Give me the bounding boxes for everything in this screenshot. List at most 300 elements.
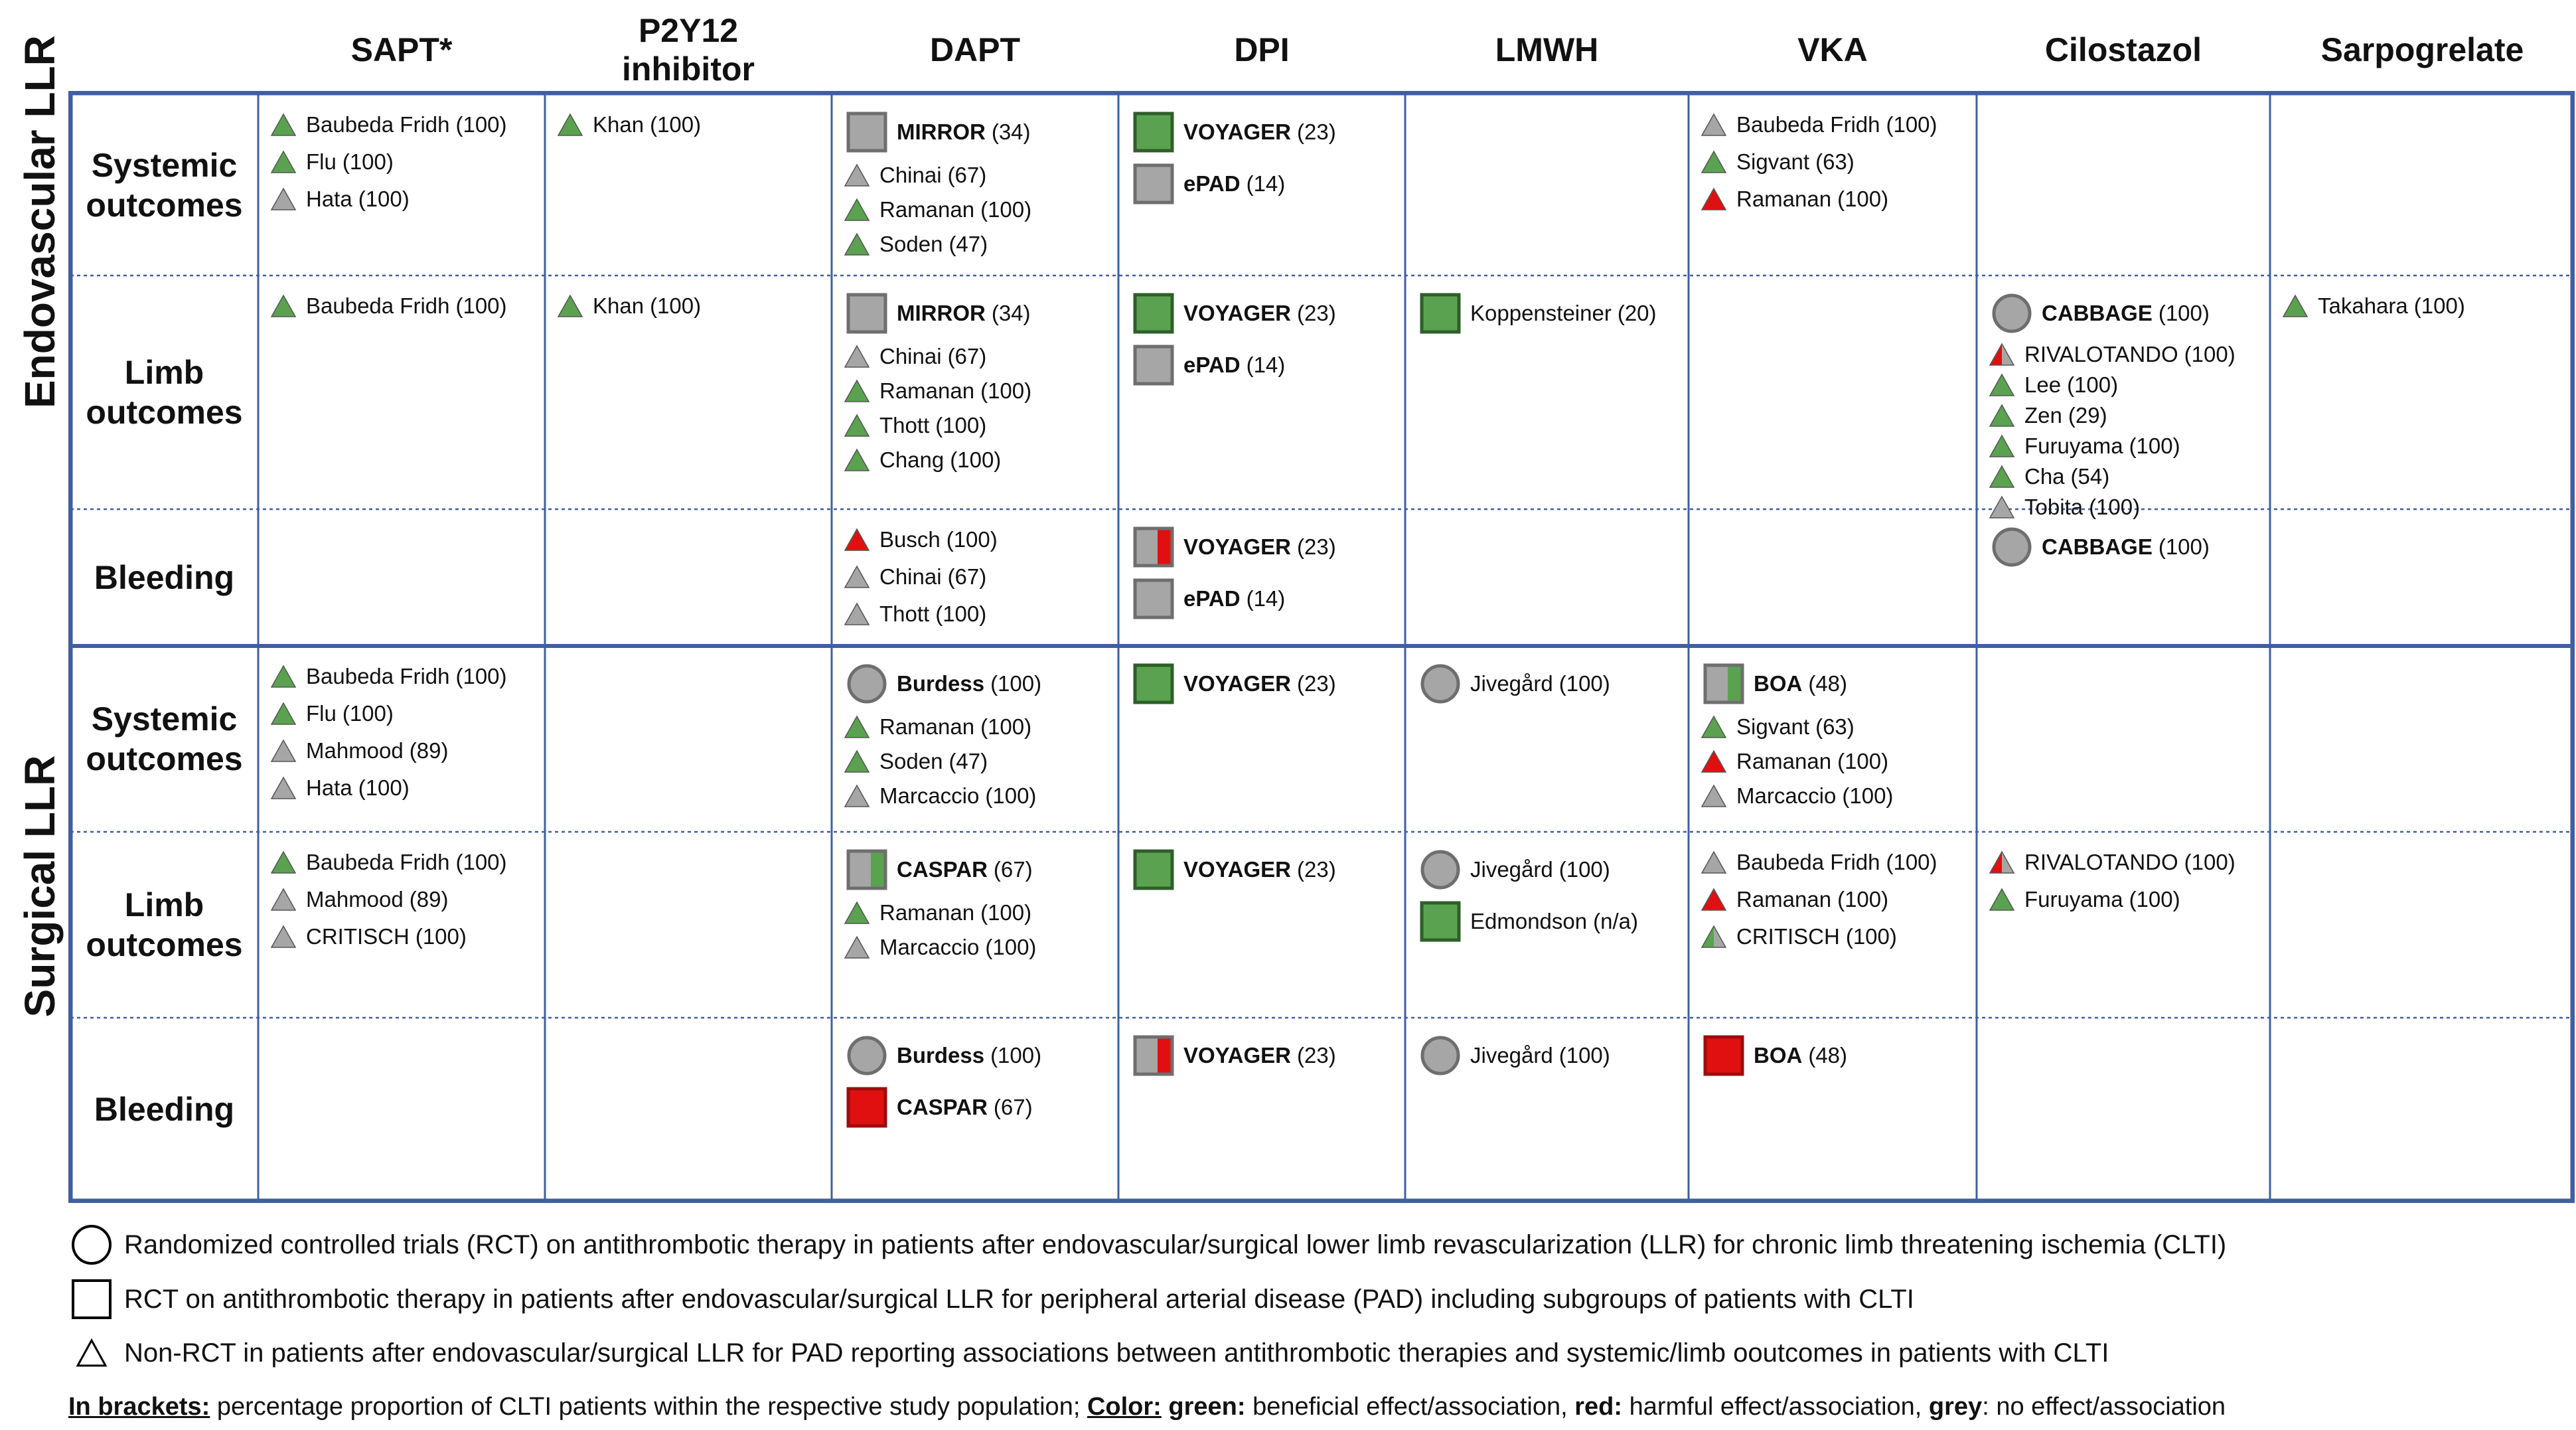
- study-entry: [1133, 573, 1285, 625]
- study-entry: [846, 844, 1033, 896]
- legend-non-rct: [68, 1331, 2109, 1375]
- study-name: Marcaccio: [1736, 783, 1837, 808]
- study-percent: (100): [455, 664, 507, 688]
- study-name: CRITISCH: [1736, 924, 1840, 949]
- triangle-icon: [557, 294, 583, 318]
- study-name: Hata: [306, 187, 352, 211]
- note-grey-text: : no effect/association: [1982, 1393, 2226, 1421]
- square-icon: [1133, 112, 1174, 153]
- square-icon: [1133, 293, 1174, 334]
- study-name: Lee: [2024, 372, 2062, 397]
- triangle-icon: [844, 935, 870, 959]
- study-entry: [1133, 844, 1336, 896]
- matrix-cell: [832, 276, 1118, 509]
- study-entry: [1991, 287, 2210, 339]
- triangle-icon: [270, 113, 297, 137]
- study-percent: (89): [409, 887, 449, 912]
- square-icon: [1420, 901, 1461, 942]
- study-entry: [1701, 844, 1937, 881]
- study-name: VOYAGER: [1183, 301, 1292, 325]
- study-name: Baubeda Fridh: [306, 850, 450, 874]
- study-entry: [844, 558, 986, 596]
- study-name: Ramanan: [879, 378, 975, 403]
- triangle-icon: [2282, 294, 2309, 318]
- study-name: Busch: [879, 527, 941, 552]
- study-percent: (23): [1297, 301, 1336, 325]
- study-name: RIVALOTANDO: [2024, 850, 2178, 874]
- study-name: Tobita: [2024, 495, 2084, 519]
- matrix-cell: [1118, 646, 1405, 832]
- study-name: Soden: [879, 749, 943, 773]
- study-percent: (100): [358, 187, 410, 211]
- study-name: Jivegård: [1470, 1043, 1553, 1068]
- triangle-icon: [1701, 850, 1727, 874]
- column-header: SAPT*: [350, 31, 453, 68]
- study-name: Jivegård: [1470, 671, 1553, 696]
- matrix-cell: [1689, 1018, 1977, 1200]
- study-name: Koppensteiner: [1470, 301, 1612, 325]
- legend-rct-pad: [68, 1276, 1914, 1322]
- circle-icon: [68, 1224, 115, 1266]
- study-percent: (100): [650, 293, 702, 318]
- study-entry: [1989, 431, 2180, 461]
- study-entry: [1701, 106, 1937, 143]
- circle-icon: [1991, 526, 2032, 568]
- study-name: Burdess: [897, 1043, 985, 1068]
- triangle-icon: [1701, 187, 1727, 211]
- study-percent: (100): [1845, 924, 1897, 949]
- study-name: Jivegård: [1470, 857, 1553, 882]
- triangle-icon: [844, 414, 870, 437]
- matrix-cell: [1405, 1018, 1689, 1200]
- study-entry: [1703, 1030, 1847, 1081]
- study-percent: (100): [2184, 850, 2235, 874]
- matrix-cell: [1977, 832, 2270, 1018]
- study-percent: (100): [980, 714, 1032, 739]
- study-percent: (14): [1246, 171, 1286, 196]
- study-entry: [846, 1030, 1041, 1081]
- column-header: Sarpogrelate: [2320, 31, 2524, 68]
- study-percent: (23): [1297, 119, 1336, 144]
- triangle-icon: [1701, 784, 1727, 808]
- study-name: Baubeda Fridh: [306, 664, 450, 688]
- note-brackets-text: percentage proportion of CLTI patients within the respective study population;: [210, 1393, 1087, 1421]
- note-color-label: Color:: [1087, 1393, 1162, 1421]
- matrix-cell: [832, 509, 1118, 646]
- study-name: Chinai: [879, 163, 942, 187]
- group-label-surgical: Surgical LLR: [16, 755, 64, 1018]
- study-name: Marcaccio: [879, 935, 980, 959]
- study-percent: (29): [2068, 403, 2107, 428]
- triangle-icon: [1989, 404, 2015, 428]
- study-percent: (100): [935, 413, 987, 437]
- square-icon: [68, 1278, 115, 1320]
- square-icon: [1133, 663, 1174, 704]
- matrix-cell: [832, 1018, 1118, 1200]
- study-name: Baubeda Fridh: [1736, 850, 1880, 874]
- study-entry: [270, 881, 448, 918]
- row-label: Limb outcomes: [86, 886, 243, 963]
- row-label: Limb outcomes: [86, 354, 243, 431]
- study-entry: [557, 106, 701, 143]
- study-name: VOYAGER: [1183, 671, 1292, 696]
- study-name: Chinai: [879, 564, 942, 589]
- study-name: Chang: [879, 447, 945, 472]
- study-entry: [557, 287, 701, 325]
- study-entry: [1420, 1030, 1610, 1081]
- study-name: Flu: [306, 701, 337, 726]
- study-name: Flu: [306, 149, 337, 174]
- triangle-icon: [68, 1338, 115, 1368]
- study-percent: (48): [1808, 1043, 1848, 1068]
- study-percent: (48): [1808, 671, 1848, 696]
- study-name: Baubeda Fridh: [306, 112, 450, 137]
- study-name: Takahara: [2318, 293, 2408, 318]
- study-name: Ramanan: [1736, 749, 1832, 773]
- study-entry: [1420, 658, 1610, 710]
- study-percent: (67): [947, 163, 987, 187]
- matrix-cell: [1405, 276, 1689, 509]
- study-entry: [1420, 844, 1610, 896]
- study-name: Baubeda Fridh: [306, 293, 450, 318]
- legend-note: [68, 1393, 2226, 1421]
- study-percent: (67): [947, 564, 987, 589]
- study-name: Mahmood: [306, 887, 404, 912]
- study-percent: (100): [950, 447, 1002, 472]
- study-percent: (100): [1837, 887, 1889, 912]
- study-percent: (100): [990, 1043, 1042, 1068]
- study-entry: [844, 443, 1001, 477]
- triangle-icon: [844, 198, 870, 222]
- triangle-icon: [1701, 715, 1727, 739]
- triangle-icon: [270, 294, 297, 318]
- study-name: BOA: [1754, 1043, 1803, 1068]
- circle-icon: [1420, 663, 1461, 704]
- study-name: Ramanan: [879, 900, 975, 925]
- circle-icon: [846, 1035, 887, 1076]
- column-header: DPI: [1234, 31, 1290, 68]
- matrix-cell: [258, 646, 545, 832]
- study-entry: [270, 287, 507, 325]
- triangle-icon: [844, 345, 870, 368]
- triangle-icon: [844, 232, 870, 256]
- study-entry: [844, 193, 1031, 227]
- study-name: Burdess: [897, 671, 985, 696]
- study-entry: [1133, 521, 1336, 573]
- matrix-cell: [1118, 1018, 1405, 1200]
- matrix-cell: [258, 94, 545, 276]
- study-percent: (100): [980, 378, 1032, 403]
- study-name: Ramanan: [1736, 887, 1832, 912]
- study-percent: (100): [1558, 1043, 1610, 1068]
- study-entry: [1133, 158, 1285, 210]
- triangle-icon: [1701, 150, 1727, 174]
- study-name: CABBAGE: [2042, 534, 2153, 559]
- column-header: DAPT: [929, 31, 1021, 68]
- study-percent: (100): [415, 924, 467, 949]
- triangle-icon: [1989, 343, 2015, 366]
- study-name: MIRROR: [897, 119, 986, 144]
- triangle-icon: [844, 784, 870, 808]
- triangle-icon: [844, 750, 870, 773]
- study-name: Ramanan: [1736, 187, 1832, 211]
- study-percent: (34): [991, 119, 1031, 144]
- study-entry: [1133, 658, 1336, 710]
- study-entry: [844, 744, 988, 779]
- triangle-icon: [1989, 434, 2015, 458]
- study-name: Chinai: [879, 344, 942, 368]
- study-entry: [1701, 744, 1888, 779]
- legend-text: RCT on antithrombotic therapy in patients after endovascular/surgical LLR for peripheral arterial disease (PAD) including subgroups of patients with CLTI: [124, 1284, 1914, 1314]
- circle-icon: [1420, 1035, 1461, 1076]
- matrix-cell: [832, 832, 1118, 1018]
- triangle-icon: [844, 448, 870, 472]
- matrix-cell: [832, 646, 1118, 832]
- study-entry: [1991, 521, 2210, 573]
- matrix-cell: [1118, 94, 1405, 276]
- study-percent: (100): [1558, 671, 1610, 696]
- triangle-icon: [1701, 925, 1727, 949]
- study-percent: (23): [1297, 857, 1336, 882]
- square-icon: [1133, 578, 1174, 619]
- matrix-cell: [1118, 832, 1405, 1018]
- matrix-cell: [832, 94, 1118, 276]
- triangle-icon: [844, 379, 870, 403]
- study-name: CASPAR: [897, 1095, 988, 1119]
- study-percent: (100): [1837, 187, 1889, 211]
- study-percent: (100): [1886, 112, 1937, 137]
- study-name: Sigvant: [1736, 149, 1810, 174]
- study-entry: [270, 143, 394, 181]
- study-entry: [1133, 106, 1336, 158]
- study-percent: (n/a): [1593, 909, 1638, 933]
- column-header: VKA: [1797, 31, 1868, 68]
- triangle-icon: [270, 665, 297, 688]
- study-entry: [270, 918, 467, 955]
- study-entry: [270, 732, 448, 769]
- study-entry: [1701, 918, 1897, 955]
- study-percent: (100): [2413, 293, 2465, 318]
- study-entry: [1701, 779, 1893, 813]
- study-name: BOA: [1754, 671, 1803, 696]
- study-entry: [1989, 339, 2235, 370]
- study-entry: [2282, 287, 2465, 325]
- study-entry: [844, 521, 998, 558]
- study-name: Furuyama: [2024, 434, 2123, 458]
- matrix-cell: [2270, 276, 2575, 509]
- study-percent: (100): [2158, 534, 2210, 559]
- row-label: Bleeding: [94, 559, 235, 596]
- study-entry: [1133, 287, 1336, 339]
- study-entry: [844, 227, 988, 262]
- study-name: VOYAGER: [1183, 119, 1292, 144]
- row-label: Systemic outcomes: [86, 700, 243, 777]
- study-percent: (100): [1558, 857, 1610, 882]
- study-entry: [1701, 710, 1855, 744]
- square-icon: [1133, 1035, 1174, 1076]
- triangle-icon: [1701, 750, 1727, 773]
- study-name: Ramanan: [879, 197, 975, 222]
- column-header: P2Y12 inhibitor: [622, 12, 755, 88]
- matrix-cell: [1405, 646, 1689, 832]
- study-entry: [1989, 400, 2107, 431]
- triangle-icon: [557, 113, 583, 137]
- square-icon: [846, 849, 887, 890]
- study-entry: [1703, 658, 1847, 710]
- study-name: Mahmood: [306, 738, 404, 763]
- note-grey-label: grey: [1928, 1393, 1983, 1421]
- study-percent: (100): [2129, 434, 2180, 458]
- study-percent: (100): [980, 900, 1032, 925]
- study-entry: [844, 710, 1031, 744]
- matrix-cell: [1977, 509, 2270, 646]
- study-percent: (23): [1297, 534, 1336, 559]
- study-percent: (47): [948, 232, 988, 256]
- study-name: Furuyama: [2024, 887, 2123, 912]
- note-green-label: green:: [1161, 1393, 1246, 1421]
- study-name: Cha: [2024, 464, 2065, 489]
- study-percent: (100): [990, 671, 1042, 696]
- study-percent: (100): [342, 149, 394, 174]
- matrix-cell: [1977, 276, 2270, 519]
- square-icon: [846, 112, 887, 153]
- square-icon: [1133, 163, 1174, 204]
- column-header: LMWH: [1495, 31, 1599, 68]
- study-entry: [844, 896, 1031, 930]
- study-percent: (67): [993, 1095, 1033, 1119]
- study-percent: (100): [650, 112, 702, 137]
- note-red-label: red:: [1574, 1393, 1623, 1421]
- triangle-icon: [1701, 113, 1727, 137]
- study-percent: (100): [358, 775, 410, 800]
- study-entry: [1989, 881, 2180, 918]
- square-icon: [1133, 526, 1174, 568]
- study-name: Zen: [2024, 403, 2062, 428]
- triangle-icon: [844, 715, 870, 739]
- study-percent: (100): [455, 293, 507, 318]
- triangle-icon: [270, 739, 297, 763]
- study-entry: [844, 339, 986, 374]
- legend-text: Non-RCT in patients after endovascular/surgical LLR for PAD reporting associations between antithrombotic therapies and systemic/limb ooutcomes in patients with CLTI: [124, 1338, 2109, 1368]
- study-percent: (100): [1837, 749, 1889, 773]
- study-entry: [846, 287, 1031, 339]
- square-icon: [846, 293, 887, 334]
- study-percent: (100): [2089, 495, 2141, 519]
- square-icon: [846, 1087, 887, 1128]
- matrix-cell: [545, 94, 832, 276]
- legend-rct-clti: [68, 1222, 2226, 1268]
- study-percent: (100): [2158, 301, 2210, 325]
- study-percent: (100): [980, 197, 1032, 222]
- triangle-icon: [1989, 373, 2015, 397]
- study-entry: [846, 1081, 1033, 1133]
- triangle-icon: [270, 850, 297, 874]
- study-entry: [1701, 181, 1888, 218]
- study-entry: [1133, 1030, 1336, 1081]
- study-percent: (100): [2067, 372, 2119, 397]
- square-icon: [1133, 849, 1174, 890]
- matrix-cell: [1689, 832, 1977, 1018]
- study-percent: (89): [409, 738, 449, 763]
- study-percent: (100): [455, 112, 507, 137]
- study-name: ePAD: [1183, 353, 1241, 377]
- triangle-icon: [844, 565, 870, 589]
- triangle-icon: [1989, 465, 2015, 489]
- study-name: ePAD: [1183, 171, 1241, 196]
- triangle-icon: [1701, 888, 1727, 912]
- study-name: CASPAR: [897, 857, 988, 882]
- study-percent: (100): [935, 601, 987, 626]
- study-name: Thott: [879, 413, 930, 437]
- matrix-cell: [258, 276, 545, 509]
- study-entry: [844, 596, 986, 633]
- study-entry: [1420, 287, 1657, 339]
- triangle-icon: [844, 528, 870, 552]
- square-icon: [1133, 345, 1174, 386]
- study-percent: (67): [993, 857, 1033, 882]
- study-name: RIVALOTANDO: [2024, 342, 2178, 366]
- study-entry: [846, 658, 1041, 710]
- matrix-cell: [1405, 832, 1689, 1018]
- square-icon: [1703, 663, 1744, 704]
- circle-icon: [1420, 849, 1461, 890]
- study-percent: (100): [455, 850, 507, 874]
- matrix-cell: [1118, 276, 1405, 509]
- study-percent: (100): [1886, 850, 1937, 874]
- study-percent: (100): [1842, 783, 1894, 808]
- triangle-icon: [270, 776, 297, 800]
- study-name: Khan: [593, 112, 644, 137]
- study-percent: (14): [1246, 586, 1286, 611]
- study-percent: (100): [985, 935, 1037, 959]
- triangle-icon: [844, 602, 870, 626]
- matrix-cell: [1689, 646, 1977, 832]
- study-name: Hata: [306, 775, 352, 800]
- study-entry: [270, 181, 410, 218]
- study-name: Sigvant: [1736, 714, 1810, 739]
- group-label-endovascular: Endovascular LLR: [16, 35, 64, 408]
- study-name: Ramanan: [879, 714, 975, 739]
- study-name: Marcaccio: [879, 783, 980, 808]
- study-percent: (23): [1297, 1043, 1336, 1068]
- study-name: Edmondson: [1470, 909, 1588, 933]
- study-percent: (63): [1815, 149, 1855, 174]
- study-entry: [1133, 339, 1285, 391]
- study-entry: [844, 158, 986, 193]
- study-percent: (47): [948, 749, 988, 773]
- matrix-cell: [258, 832, 545, 1018]
- study-name: VOYAGER: [1183, 534, 1292, 559]
- square-icon: [1703, 1035, 1744, 1076]
- square-icon: [1420, 293, 1461, 334]
- study-name: Khan: [593, 293, 644, 318]
- matrix-cell: [1689, 94, 1977, 276]
- study-percent: (63): [1815, 714, 1855, 739]
- study-entry: [270, 844, 507, 881]
- study-name: Soden: [879, 232, 943, 256]
- row-label: Bleeding: [94, 1090, 235, 1128]
- triangle-icon: [270, 187, 297, 211]
- study-entry: [1989, 370, 2118, 400]
- study-name: CRITISCH: [306, 924, 410, 949]
- study-percent: (100): [342, 701, 394, 726]
- study-entry: [844, 374, 1031, 408]
- triangle-icon: [270, 702, 297, 726]
- study-entry: [844, 930, 1036, 965]
- study-entry: [270, 695, 394, 732]
- triangle-icon: [844, 163, 870, 187]
- study-percent: (67): [947, 344, 987, 368]
